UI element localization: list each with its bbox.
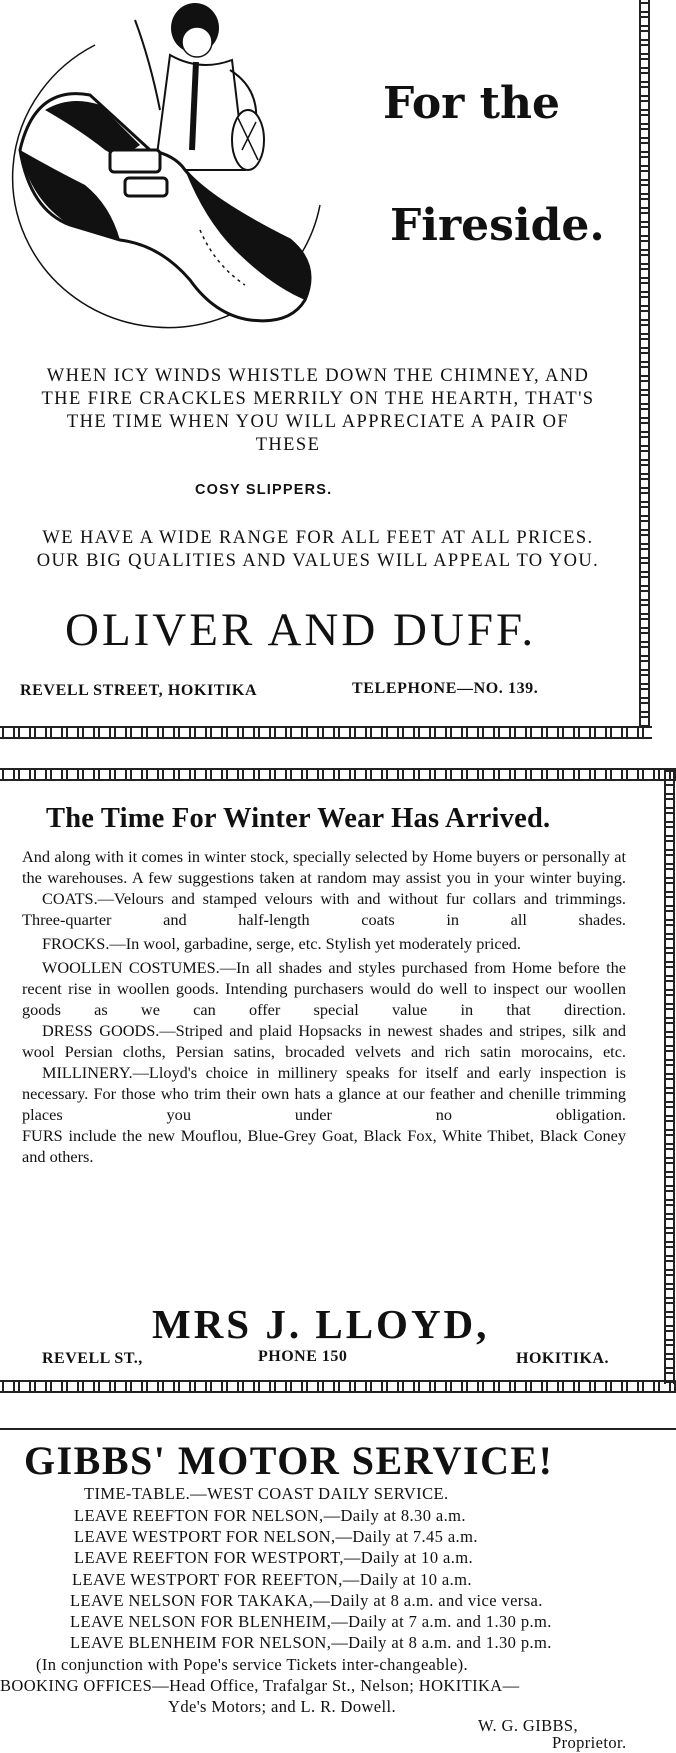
schedule-item: LEAVE REEFTON FOR NELSON,—Daily at 8.30 a.m.: [74, 1506, 466, 1525]
schedule-item: LEAVE WESTPORT FOR REEFTON,—Daily at 10 a.m.: [72, 1569, 472, 1589]
signature-name: W. G. GIBBS,: [478, 1716, 578, 1735]
intro-paragraph: And along with it comes in winter stock, specially selected by Home buyers or personally at the warehouses. A few suggestions taken at random may assist you in your winter buying.: [22, 847, 626, 887]
border-right-ad2: [664, 768, 675, 1384]
signature-title: Proprietor.: [552, 1733, 627, 1752]
intro-line: THESE: [255, 435, 321, 455]
furs-paragraph: FURS include the new Mouflou, Blue-Grey Goat, Black Fox, White Thibet, Black Coney and others.: [22, 1126, 626, 1166]
booking-offices-line2: Yde's Motors; and L. R. Dowell.: [168, 1697, 397, 1716]
winter-town: HOKITIKA.: [516, 1350, 609, 1367]
slippers-address: REVELL STREET, HOKITIKA: [20, 682, 258, 699]
intro-line: WHEN ICY WINDS WHISTLE DOWN THE CHIMNEY, AND: [46, 366, 590, 386]
schedule-list: [70, 1505, 552, 1653]
schedule-item: LEAVE REEFTON FOR WESTPORT,—Daily at 10 a.m.: [74, 1548, 474, 1568]
range-statement: [0, 527, 636, 573]
firm-name-mrs-j-lloyd: MRS J. LLOYD,: [152, 1301, 490, 1347]
schedule-item: LEAVE NELSON FOR BLENHEIM,—Daily at 7 a.m. and 1.30 p.m.: [70, 1612, 552, 1632]
range-line: OUR BIG QUALITIES AND VALUES WILL APPEAL TO YOU.: [36, 551, 600, 571]
border-top-ad2: [0, 768, 676, 781]
slippers-intro: [0, 365, 636, 457]
schedule-item: LEAVE WESTPORT FOR NELSON,—Daily at 7.45 a.m.: [74, 1527, 478, 1547]
winter-wear-title: The Time For Winter Wear Has Arrived.: [46, 803, 551, 834]
border-right-ad1: [639, 0, 650, 727]
motor-service-title: GIBBS' MOTOR SERVICE!: [24, 1438, 554, 1483]
border-bottom-ad1: [0, 726, 652, 739]
range-line: WE HAVE A WIDE RANGE FOR ALL FEET AT ALL PRICES.: [42, 528, 594, 548]
frocks-paragraph: FROCKS.—In wool, garbadine, serge, etc. Stylish yet moderately priced.: [42, 934, 522, 953]
winter-wear-body: [22, 846, 626, 1167]
conjunction-note: (In conjunction with Pope's service Tickets inter-changeable).: [36, 1655, 469, 1674]
heading-for-the: For the: [383, 78, 560, 129]
rule-top-ad3: [0, 1428, 676, 1430]
slippers-telephone: TELEPHONE—NO. 139.: [352, 680, 539, 697]
woman-and-slipper-illustration: [0, 0, 330, 360]
booking-offices-line1: BOOKING OFFICES—Head Office, Trafalgar St., Nelson; HOKITIKA—: [0, 1676, 520, 1695]
intro-line: THE TIME WHEN YOU WILL APPRECIATE A PAIR OF: [66, 412, 570, 432]
schedule-item: LEAVE BLENHEIM FOR NELSON,—Daily at 8 a.m. and 1.30 p.m.: [70, 1633, 552, 1653]
woollen-costumes-paragraph: WOOLLEN COSTUMES.—In all shades and styles purchased from Home before the recent rise in woollen goods. Intending purchasers would do well to inspect our woollen goods as we can offer special value in that direction.: [22, 958, 626, 1019]
coats-paragraph: COATS.—Velours and stamped velours with and without fur collars and trimmings. Three-quarter and half-length coats in all shades.: [22, 889, 626, 929]
firm-name-oliver-and-duff: OLIVER AND DUFF.: [65, 604, 537, 656]
winter-phone: PHONE 150: [258, 1348, 348, 1365]
heading-fireside: Fireside.: [390, 200, 605, 251]
schedule-item: LEAVE NELSON FOR TAKAKA,—Daily at 8 a.m. and vice versa.: [70, 1590, 543, 1610]
timetable-heading: TIME-TABLE.—WEST COAST DAILY SERVICE.: [84, 1484, 449, 1503]
border-bottom-ad2: [0, 1380, 676, 1393]
winter-address: REVELL ST.,: [42, 1350, 143, 1367]
dress-goods-paragraph: DRESS GOODS.—Striped and plaid Hopsacks in newest shades and stripes, silk and wool Persian cloths, Persian satins, brocaded velvets and rich satin morocains, etc.: [22, 1021, 626, 1061]
cosy-slippers-subheading: COSY SLIPPERS.: [195, 482, 333, 498]
millinery-paragraph: MILLINERY.—Lloyd's choice in millinery speaks for itself and early inspection is necessary. For those who trim their own hats a glance at our feather and chenille trimming places you under no obligation.: [22, 1063, 626, 1124]
intro-line: THE FIRE CRACKLES MERRILY ON THE HEARTH, THAT'S: [41, 389, 595, 409]
